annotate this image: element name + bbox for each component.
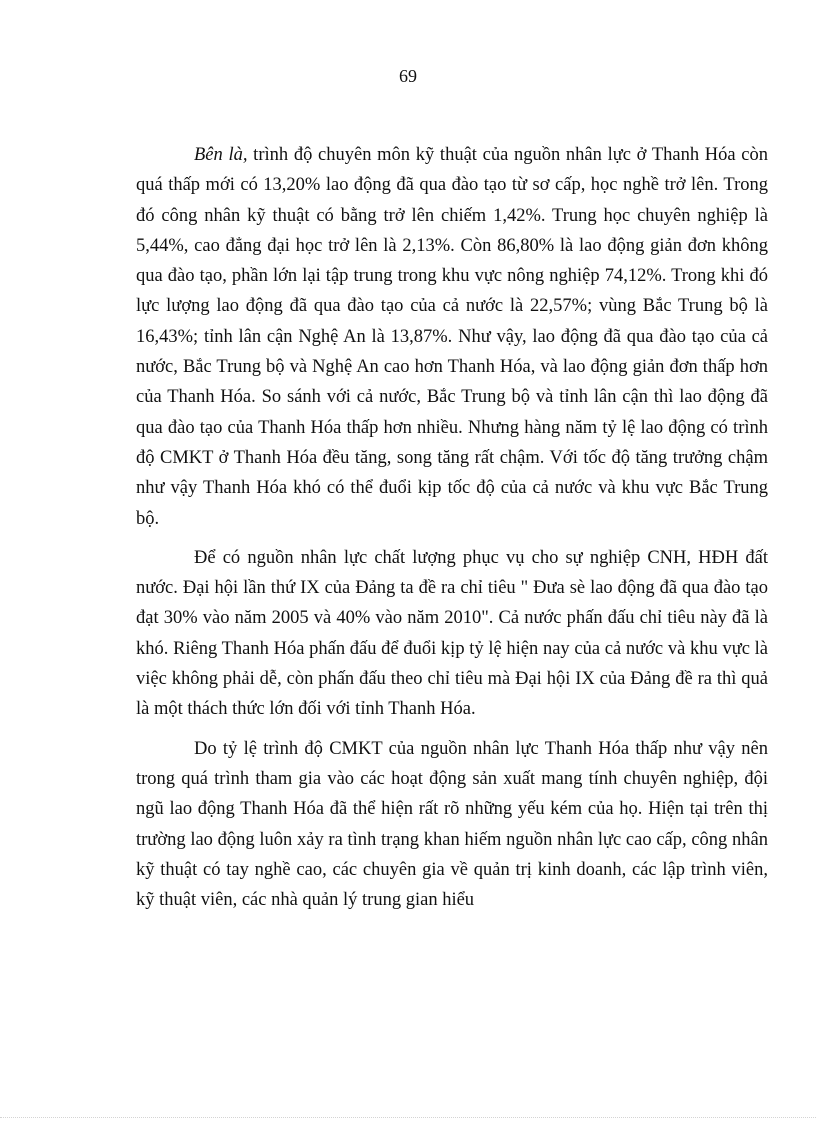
page-number: 69 [399, 66, 417, 86]
paragraph-2: Để có nguồn nhân lực chất lượng phục vụ cho sự nghiệp CNH, HĐH đất nước. Đại hội lần thứ IX của Đảng ta đề ra chỉ tiêu " Đưa sè lao động đã qua đào tạo đạt 30% vào năm 2005 và 40% vào năm 2010". Cả nước phấn đấu chỉ tiêu này đã là khó. Riêng Thanh Hóa phấn đấu để đuổi kịp tỷ lệ hiện nay của cả nước và khu vực là việc không phải dễ, còn phấn đấu theo chỉ tiêu mà Đại hội IX của Đảng đề ra thì quả là một thách thức lớn đối với tỉnh Thanh Hóa. [136, 547, 768, 720]
paragraph-1 [136, 140, 768, 534]
paragraph-3: Do tỷ lệ trình độ CMKT của nguồn nhân lực Thanh Hóa thấp như vậy nên trong quá trình tham gia vào các hoạt động sản xuất mang tính chuyên nghiệp, đội ngũ lao động Thanh Hóa đã thể hiện rất rõ những yếu kém của họ. Hiện tại trên thị trường lao động luôn xảy ra tình trạng khan hiếm nguồn nhân lực cao cấp, công nhân kỹ thuật có tay nghề cao, các chuyên gia về quản trị kinh doanh, các lập trình viên, kỹ thuật viên, các nhà quản lý trung gian hiểu [136, 738, 768, 911]
paragraph-1-text: trình độ chuyên môn kỹ thuật của nguồn nhân lực ở Thanh Hóa còn quá thấp mới có 13,20% lao động đã qua đào tạo từ sơ cấp, học nghề trở lên. Trong đó công nhân kỹ thuật có bằng trở lên chiếm 1,42%. Trung học chuyên nghiệp là 5,44%, cao đẳng đại học trở lên là 2,13%. Còn 86,80% là lao động giản đơn không qua đào tạo, phần lớn lại tập trung trong khu vực nông nghiệp 74,12%. Trong khi đó lực lượng lao động đã qua đào tạo của cả nước là 22,57%; vùng Bắc Trung bộ là 16,43%; tỉnh lân cận Nghệ An là 13,87%. Như vậy, lao động đã qua đào tạo của cả nước, Bắc Trung bộ và Nghệ An cao hơn Thanh Hóa, và lao động giản đơn thấp hơn của Thanh Hóa. So sánh với cả nước, Bắc Trung bộ và tỉnh lân cận thì lao động đã qua đào tạo của Thanh Hóa thấp hơn nhiều. Nhưng hàng năm tỷ lệ lao động có trình độ CMKT ở Thanh Hóa đều tăng, song tăng rất chậm. Với tốc độ tăng trưởng chậm như vậy Thanh Hóa khó có thể đuổi kịp tốc độ của cả nước và khu vực Bắc Trung bộ. [136, 145, 769, 529]
page-bottom-border [0, 1117, 816, 1118]
page-body [136, 140, 768, 915]
paragraph-1-italic-lead: Bên là, [194, 145, 248, 165]
